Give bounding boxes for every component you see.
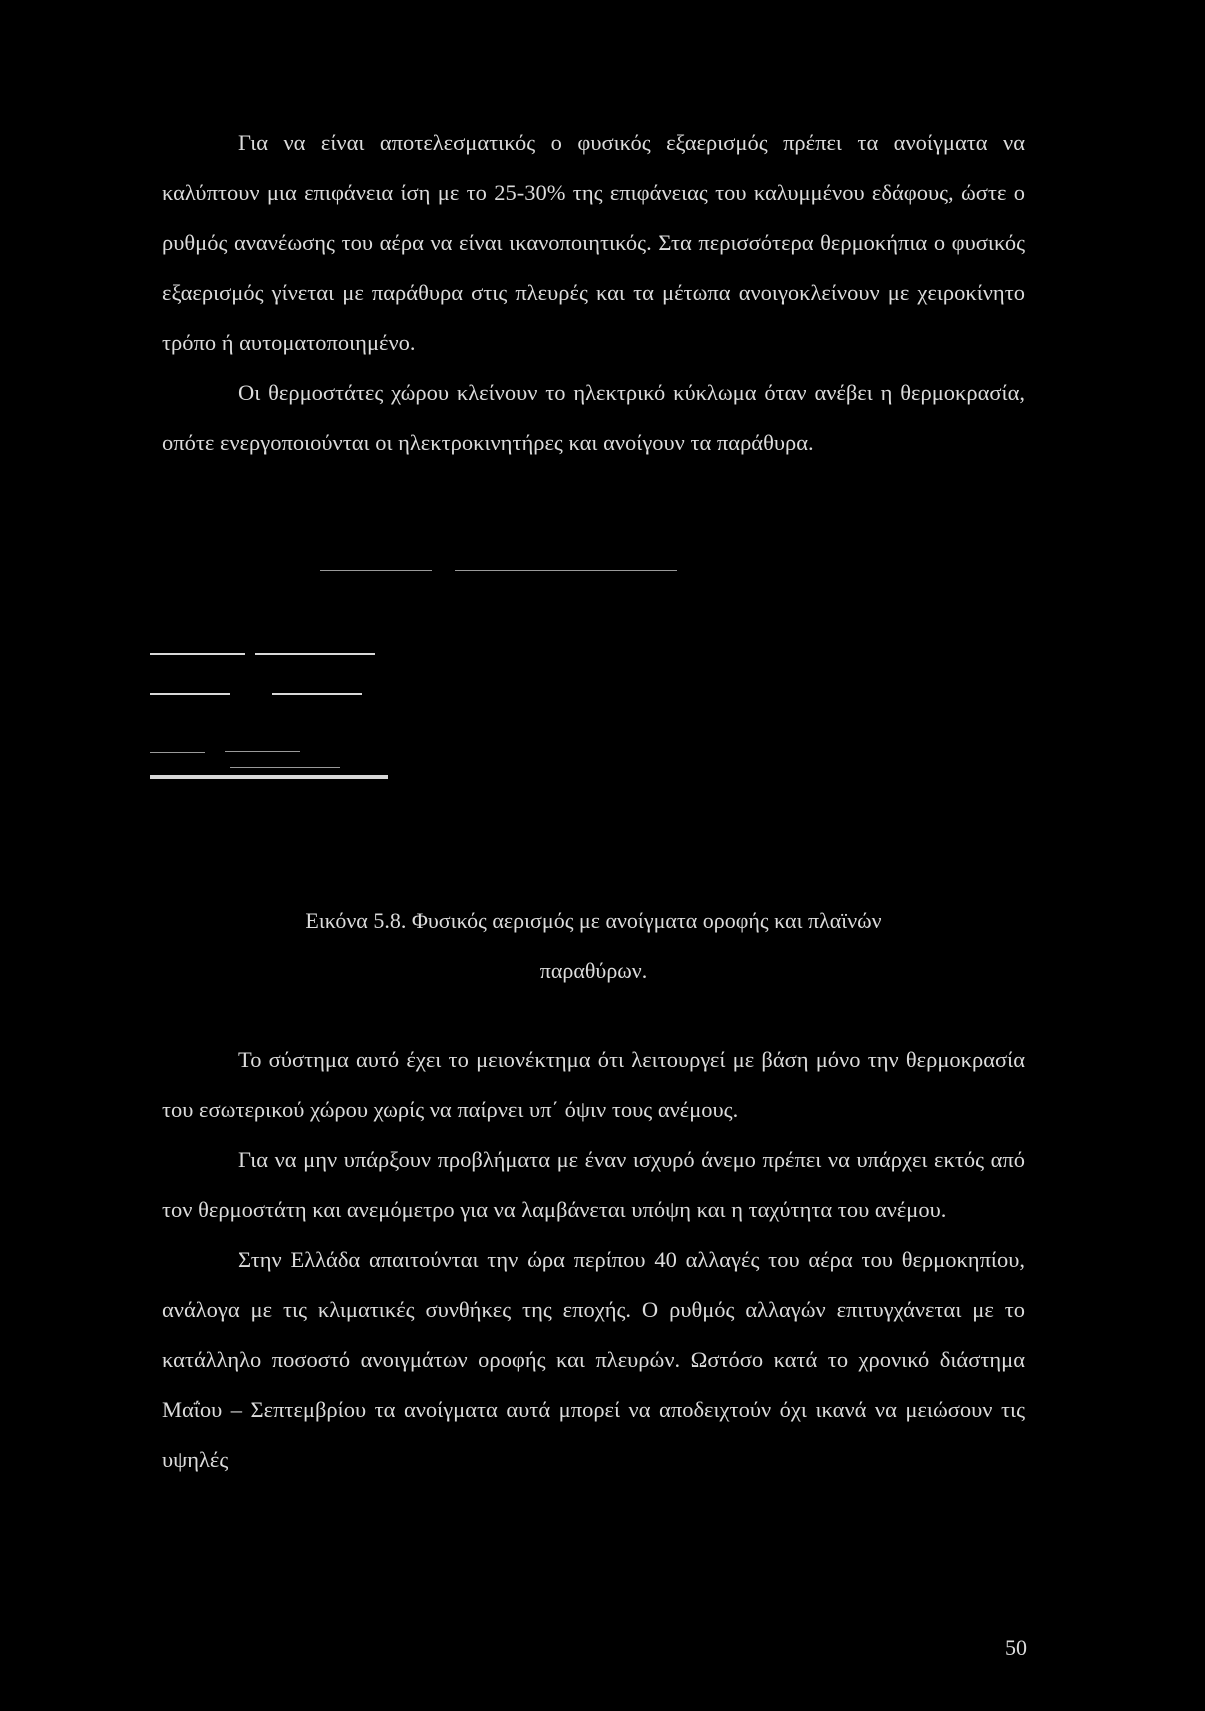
- body-text-top: [162, 118, 1025, 468]
- figure-scan-line: [150, 775, 388, 779]
- figure-scan-line: [255, 653, 375, 655]
- figure-scan-line: [230, 767, 340, 768]
- page-number: 50: [1005, 1635, 1027, 1660]
- figure-5-8-image: [0, 570, 1205, 860]
- figure-scan-line: [225, 751, 300, 752]
- figure-scan-line: [320, 570, 432, 571]
- figure-scan-line: [272, 693, 362, 695]
- figure-caption-line: Εικόνα 5.8. Φυσικός αερισμός με ανοίγματα οροφής και πλαϊνών: [305, 908, 882, 933]
- paragraph: Στην Ελλάδα απαιτούνται την ώρα περίπου 40 αλλαγές του αέρα του θερμοκηπίου, ανάλογα με τις κλιματικές συνθήκες της εποχής. Ο ρυθμός αλλαγών επιτυγχάνεται με το κατάλληλο ποσοστό ανοιγμάτων οροφής και πλευρών. Ωστόσο κατά το χρονικό διάστημα Μαΐου – Σεπτεμβρίου τα ανοίγματα αυτά μπορεί να αποδειχτούν όχι ικανά να μειώσουν τις υψηλές: [162, 1247, 1025, 1472]
- figure-scan-line: [150, 752, 205, 753]
- figure-scan-line: [150, 693, 230, 695]
- figure-scan-line: [150, 653, 245, 655]
- paragraph: Το σύστημα αυτό έχει το μειονέκτημα ότι λειτουργεί με βάση μόνο την θερμοκρασία του εσωτερικού χώρου χωρίς να παίρνει υπ΄ όψιν τους ανέμους.: [162, 1047, 1025, 1122]
- figure-caption: [162, 896, 1025, 996]
- paragraph: Για να μην υπάρξουν προβλήματα με έναν ισχυρό άνεμο πρέπει να υπάρχει εκτός από τον θερμοστάτη και ανεμόμετρο για να λαμβάνεται υπόψη και η ταχύτητα του ανέμου.: [162, 1147, 1025, 1222]
- paragraph: Οι θερμοστάτες χώρου κλείνουν το ηλεκτρικό κύκλωμα όταν ανέβει η θερμοκρασία, οπότε ενεργοποιούνται οι ηλεκτροκινητήρες και ανοίγουν τα παράθυρα.: [162, 380, 1025, 455]
- paragraph: Για να είναι αποτελεσματικός ο φυσικός εξαερισμός πρέπει τα ανοίγματα να καλύπτουν μια επιφάνεια ίση με το 25-30% της επιφάνειας του καλυμμένου εδάφους, ώστε ο ρυθμός ανανέωσης του αέρα να είναι ικανοποιητικός. Στα περισσότερα θερμοκήπια ο φυσικός εξαερισμός γίνεται με παράθυρα στις πλευρές και τα μέτωπα ανοιγοκλείνουν με χειροκίνητο τρόπο ή αυτοματοποιημένο.: [162, 130, 1025, 355]
- body-text-bottom: [162, 1035, 1025, 1485]
- figure-scan-line: [455, 570, 677, 571]
- figure-caption-line: παραθύρων.: [539, 958, 648, 983]
